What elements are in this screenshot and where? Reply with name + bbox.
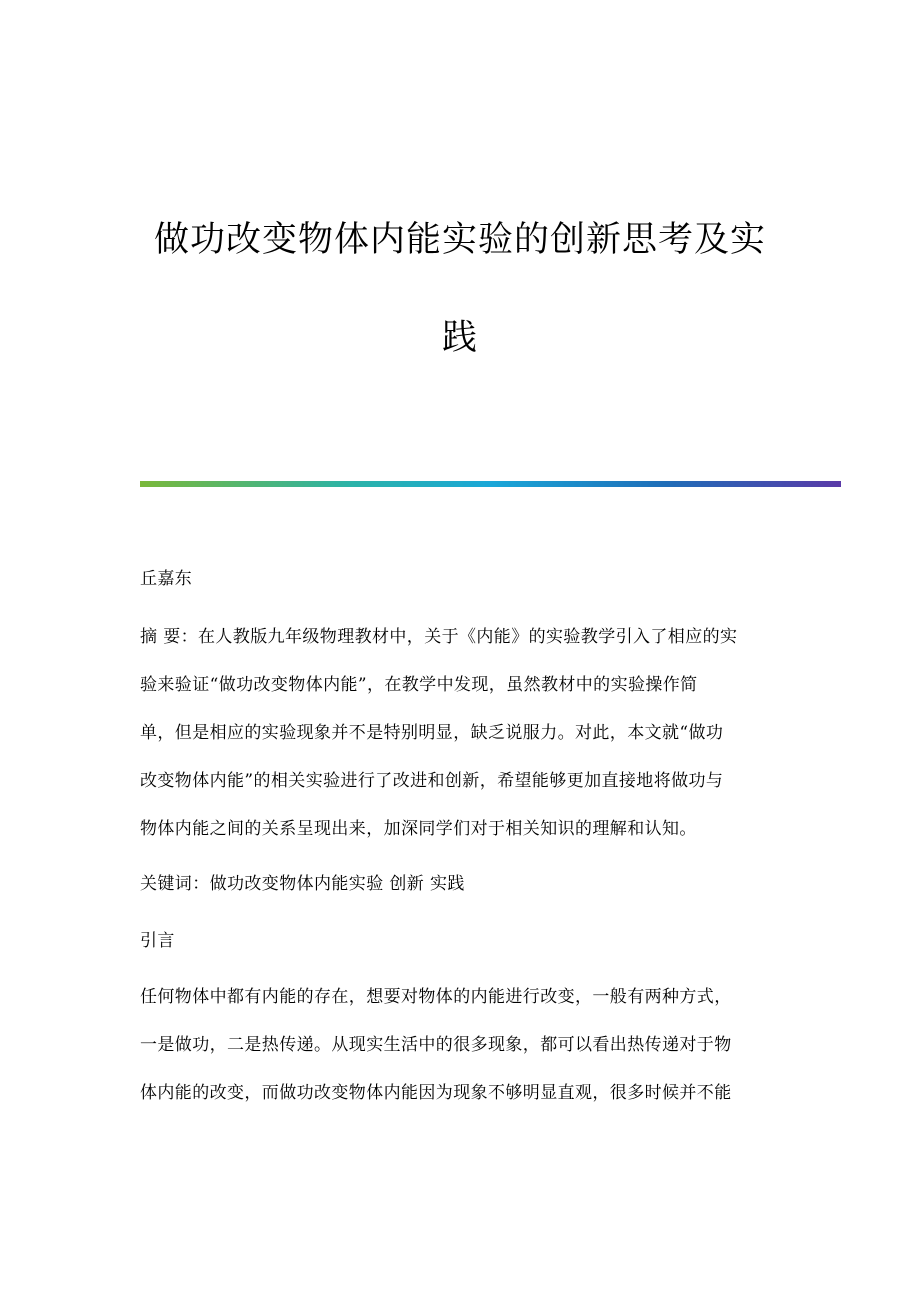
- abstract-line-1: 摘 要：在人教版九年级物理教材中，关于《内能》的实验教学引入了相应的实: [140, 627, 738, 647]
- intro-line-1: 任何物体中都有内能的存在，想要对物体的内能进行改变，一般有两种方式，: [140, 987, 732, 1007]
- intro-line-2: 一是做功，二是热传递。从现实生活中的很多现象，都可以看出热传递对于物: [140, 1035, 732, 1055]
- gradient-divider: [140, 481, 841, 487]
- abstract-line-5: 物体内能之间的关系呈现出来，加深同学们对于相关知识的理解和认知。: [140, 819, 697, 839]
- paper-title-line-2: 践: [441, 318, 478, 358]
- section-heading-intro: 引言: [140, 931, 175, 951]
- intro-line-3: 体内能的改变，而做功改变物体内能因为现象不够明显直观，很多时候并不能: [140, 1083, 732, 1103]
- paper-title-line-1: 做功改变物体内能实验的创新思考及实: [153, 220, 766, 260]
- abstract-line-3: 单，但是相应的实验现象并不是特别明显，缺乏说服力。对此，本文就“做功: [140, 723, 724, 743]
- keywords-line: 关键词：做功改变物体内能实验 创新 实践: [140, 874, 465, 894]
- abstract-line-2: 验来验证“做功改变物体内能”，在教学中发现，虽然教材中的实验操作简: [140, 675, 698, 695]
- abstract-line-4: 改变物体内能”的相关实验进行了改进和创新，希望能够更加直接地将做功与: [140, 771, 724, 791]
- author-name: 丘嘉东: [140, 569, 193, 589]
